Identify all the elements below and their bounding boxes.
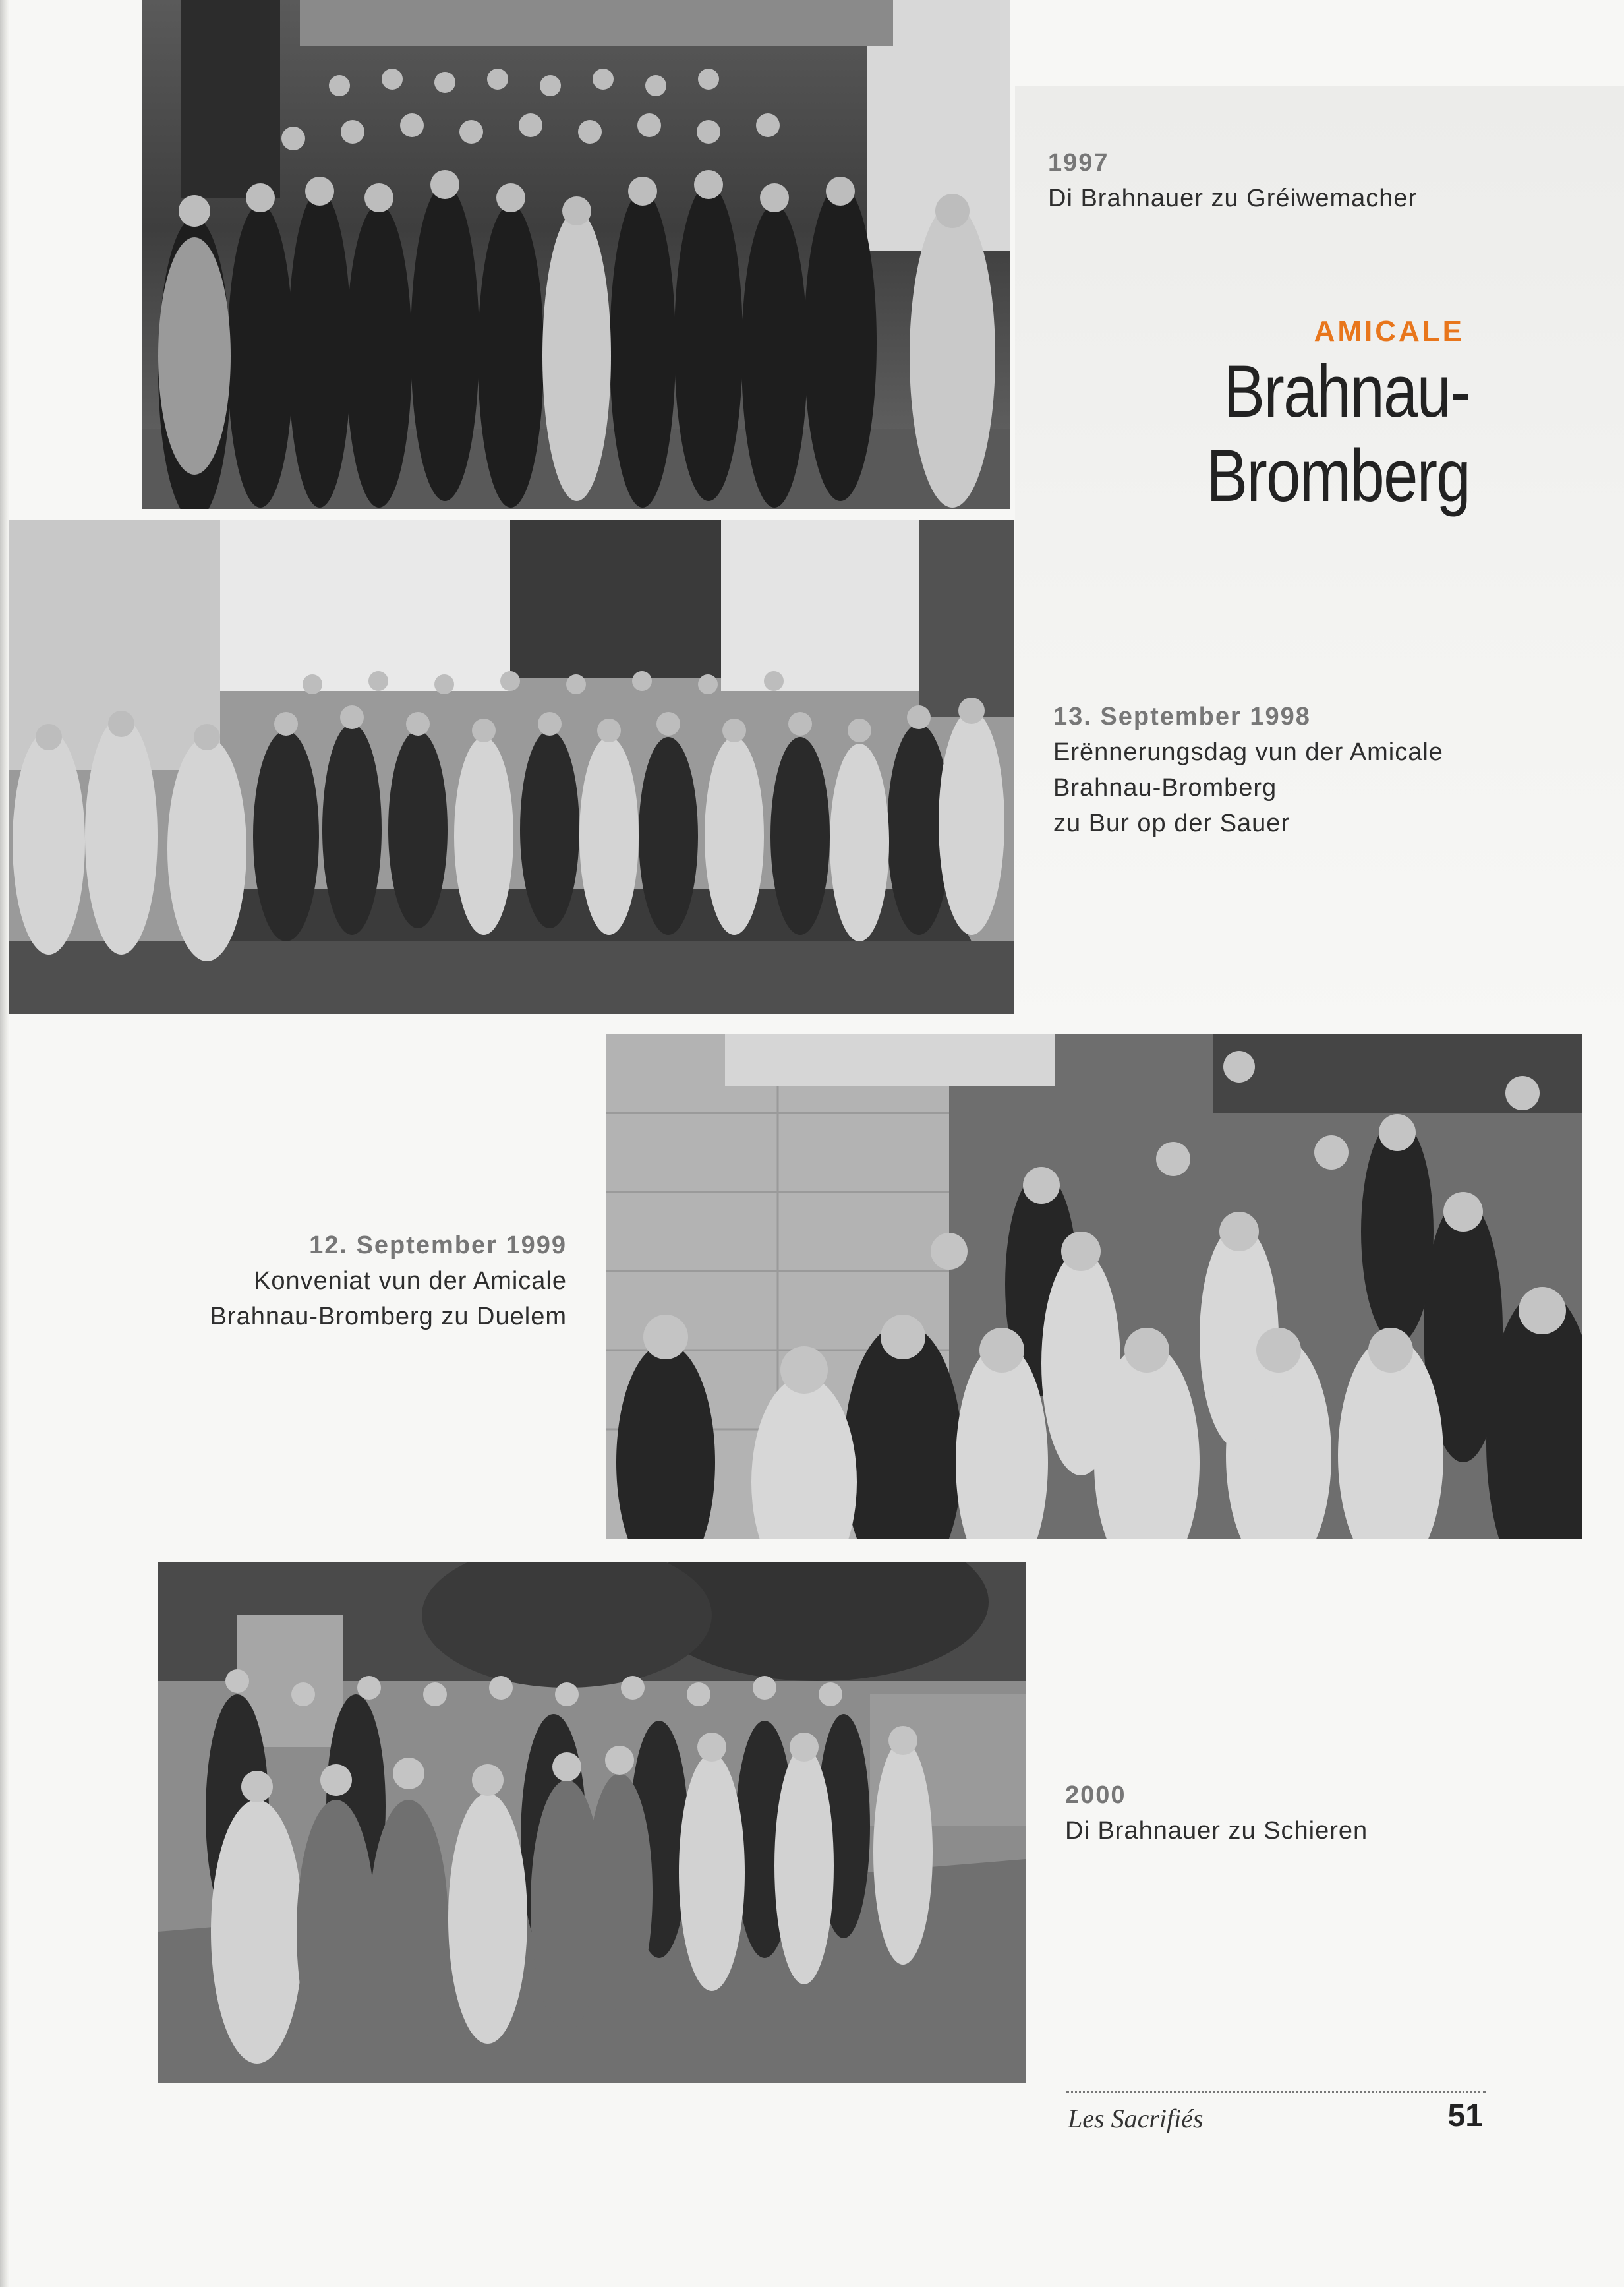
page-gutter-shadow bbox=[0, 0, 9, 2287]
caption-date: 13. September 1998 bbox=[1053, 703, 1311, 730]
group-photo-1999 bbox=[606, 1034, 1582, 1539]
group-photo-1997 bbox=[142, 0, 1010, 509]
caption-date: 12. September 1999 bbox=[309, 1232, 567, 1259]
caption-text-line-1: Konveniat vun der Amicale bbox=[254, 1267, 567, 1295]
caption-1998 bbox=[1053, 699, 1443, 841]
caption-1999 bbox=[132, 1228, 567, 1334]
heading-kicker: AMICALE bbox=[1314, 315, 1464, 347]
caption-date: 2000 bbox=[1065, 1781, 1126, 1809]
caption-text-line-3: zu Bur op der Sauer bbox=[1053, 810, 1290, 837]
page-title-line-1: Brahnau- bbox=[1223, 350, 1470, 432]
caption-text: Di Brahnauer zu Schieren bbox=[1065, 1817, 1368, 1845]
group-photo-1998 bbox=[9, 520, 1014, 1014]
caption-2000 bbox=[1065, 1777, 1368, 1849]
page-title-line-2: Bromberg bbox=[1206, 434, 1470, 517]
footer-publication-title: Les Sacrifiés bbox=[1068, 2104, 1204, 2133]
heading-background-shade bbox=[1015, 86, 1624, 1035]
caption-text: Di Brahnauer zu Gréiwemacher bbox=[1048, 185, 1418, 212]
caption-text-line-2: Brahnau-Bromberg bbox=[1053, 774, 1277, 802]
caption-1997 bbox=[1048, 145, 1417, 216]
caption-text-line-2: Brahnau-Bromberg zu Duelem bbox=[210, 1303, 567, 1330]
page-title bbox=[1099, 349, 1470, 518]
page-number: 51 bbox=[1447, 2098, 1483, 2133]
caption-text-line-1: Erënnerungsdag vun der Amicale bbox=[1053, 738, 1443, 766]
caption-date: 1997 bbox=[1048, 149, 1109, 177]
footer-divider bbox=[1066, 2091, 1486, 2093]
group-photo-2000 bbox=[158, 1562, 1026, 2083]
